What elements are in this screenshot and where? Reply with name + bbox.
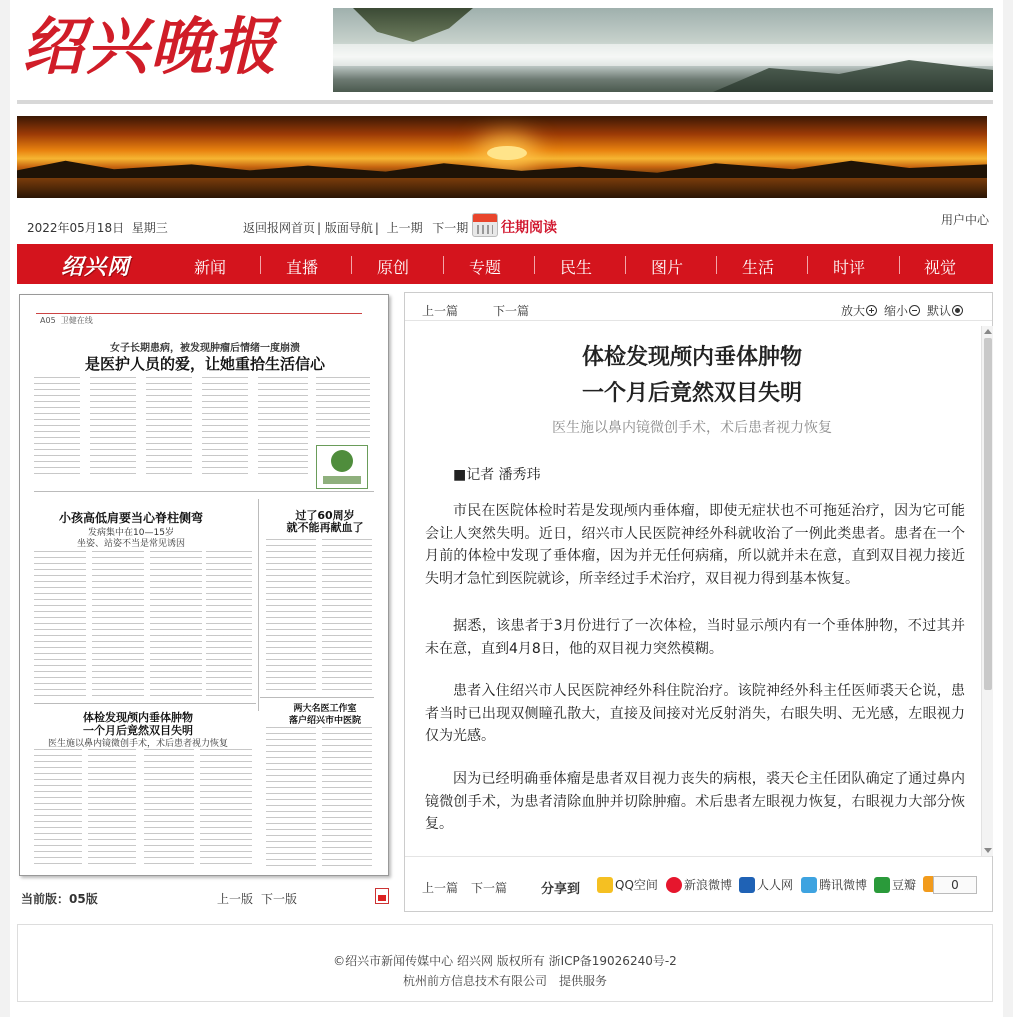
douban-icon [874, 877, 890, 893]
issue-date: 2022年05月18日 [27, 221, 125, 235]
story4-title-line2[interactable]: 落户绍兴市中医院 [288, 716, 361, 726]
page [10, 0, 1003, 1017]
article-author: ■记者 潘秀玮 [453, 467, 541, 483]
story2-sub2: 坐姿、站姿不当是常见诱因 [76, 539, 185, 549]
nav-item-livelihood[interactable]: 民生 [560, 258, 593, 277]
issue-weekday: 星期三 [131, 221, 168, 235]
article-title-line1: 体检发现颅内垂体肿物 [581, 345, 802, 370]
page-pager [21, 890, 391, 907]
home-link[interactable]: 返回报网首页 [243, 221, 316, 235]
hospital-emblem-image [316, 445, 368, 489]
zoom-out-button[interactable]: 缩小 [884, 302, 920, 319]
weibo-icon [666, 877, 682, 893]
next-page-link[interactable]: 下一版 [261, 892, 298, 906]
nav-item-life[interactable]: 生活 [742, 258, 775, 277]
zoom-in-button[interactable]: 放大 [841, 302, 877, 319]
article-toolbar [405, 293, 992, 321]
share-weibo[interactable]: 新浪微博 [666, 876, 732, 893]
calendar-icon[interactable] [472, 213, 498, 237]
scroll-down-icon[interactable] [984, 848, 992, 853]
article-subtitle: 医生施以鼻内镜微创手术，术后患者视力恢复 [552, 420, 832, 436]
nav-brand-logo[interactable]: 绍兴网 [61, 255, 131, 280]
next-article-link-bottom[interactable]: 下一篇 [471, 881, 508, 895]
tencent-weibo-icon [801, 877, 817, 893]
next-issue-link[interactable]: 下一期 [432, 221, 469, 235]
page-tag: A05 [40, 316, 56, 325]
header-divider [17, 100, 993, 104]
story1-title[interactable]: 是医护人员的爱，让她重拾生活信心 [84, 355, 325, 373]
share-bar [405, 856, 992, 911]
article-body [405, 323, 979, 855]
story3-title-line2[interactable]: 就不能再献血了 [286, 521, 364, 534]
prev-article-link[interactable]: 上一篇 [422, 304, 459, 318]
prev-article-link-bottom[interactable]: 上一篇 [422, 881, 459, 895]
sunset-banner-image [17, 116, 987, 198]
renren-icon [739, 877, 755, 893]
story2-title[interactable]: 小孩高低肩要当心脊柱侧弯 [58, 511, 203, 525]
story5-subtitle: 医生施以鼻内镜微创手术，术后患者视力恢复 [47, 739, 228, 749]
scroll-up-icon[interactable] [984, 329, 992, 334]
story5-title-line1[interactable]: 体检发现颅内垂体肿物 [83, 711, 193, 724]
nav-item-original[interactable]: 原创 [377, 258, 410, 277]
article-panel [404, 292, 993, 912]
nav-item-topics[interactable]: 专题 [469, 258, 502, 277]
date-bar: 2022年05月18日 星期三 返回报网首页 | 版面导航 | 上一期 下一期 往期阅读 用户中心 [27, 213, 989, 236]
share-count: 0 [933, 876, 977, 894]
nav-item-live[interactable]: 直播 [286, 258, 319, 277]
share-tencent-weibo[interactable]: 腾讯微博 [801, 876, 867, 893]
article-paragraph: 市民在医院体检时若是发现颅内垂体瘤，即使无症状也不可拖延治疗，因为它可能会让人突然失明。近日，绍兴市人民医院神经外科就收治了一例此类患者。患者在一个月前的体检中发现了垂体瘤，因为并无任何病痛，所以就并未在意，直到双目视力接近失明才急忙到医院就诊，所幸经过手术治疗，双目视力得到基本恢复。 [425, 503, 965, 587]
user-center-link[interactable]: 用户中心 [940, 213, 989, 227]
header-banner-image [333, 8, 993, 92]
pdf-download-icon[interactable] [375, 888, 389, 904]
copyright-text: ©绍兴市新闻传媒中心 绍兴网 版权所有 浙ICP备19026240号-2 [333, 954, 677, 968]
story4-title-line1[interactable]: 两大名医工作室 [293, 704, 357, 714]
newspaper-page-image[interactable] [19, 294, 389, 876]
prev-page-link[interactable]: 上一版 [217, 892, 254, 906]
article-paragraph: 据悉，该患者于3月份进行了一次体检，当时显示颅内有一个垂体肿物，不过其并未在意，直到4月8日，他的双目视力突然模糊。 [425, 618, 965, 657]
story1-kicker[interactable]: 女子长期患病，被发现肿瘤后情绪一度崩溃 [110, 343, 300, 354]
prev-issue-link[interactable]: 上一期 [386, 221, 423, 235]
default-size-button[interactable]: 默认 [927, 302, 963, 319]
nav-item-visual[interactable]: 视觉 [924, 258, 957, 277]
current-page-label: 当前版： [21, 892, 70, 906]
current-page-value: 05版 [69, 892, 98, 906]
share-qzone[interactable]: QQ空间 [597, 876, 658, 893]
article-paragraph: 因为已经明确垂体瘤是患者双目视力丧失的病根，裘天仑主任团队确定了通过鼻内镜微创手术，为患者清除血肿并切除肿瘤。术后患者左眼视力恢复，右眼视力大部分恢复。 [425, 771, 965, 832]
qzone-icon [597, 877, 613, 893]
layout-nav-link[interactable]: 版面导航 [324, 221, 373, 235]
default-size-icon [952, 305, 963, 316]
nav-item-news[interactable]: 新闻 [194, 258, 227, 277]
scrollbar-thumb[interactable] [984, 338, 992, 690]
article-scrollbar[interactable] [981, 326, 993, 856]
main-nav [17, 244, 993, 284]
story2-sub1: 发病集中在10—15岁 [88, 528, 174, 538]
past-reading-link[interactable]: 往期阅读 [501, 220, 557, 236]
article-paragraph: 患者入住绍兴市人民医院神经外科住院治疗。该院神经外科主任医师裘天仑说，患者当时已出现双侧瞳孔散大，直接及间接对光反射消失，右眼失明、无光感，左眼视力仅为光感。 [425, 683, 965, 744]
page-footer [17, 924, 993, 1002]
newspaper-panel [17, 292, 391, 910]
nav-item-commentary[interactable]: 时评 [833, 258, 866, 277]
share-renren[interactable]: 人人网 [739, 876, 793, 893]
nav-item-photos[interactable]: 图片 [651, 258, 684, 277]
service-provider-text: 杭州前方信息技术有限公司 提供服务 [402, 974, 607, 988]
story5-title-line2[interactable]: 一个月后竟然双目失明 [83, 724, 193, 737]
site-logo[interactable]: 绍兴晚报 [22, 10, 279, 83]
share-label: 分享到 [541, 882, 581, 897]
zoom-out-icon [909, 305, 920, 316]
zoom-in-icon [866, 305, 877, 316]
next-article-link[interactable]: 下一篇 [493, 304, 530, 318]
share-douban[interactable]: 豆瓣 [874, 876, 916, 893]
article-title-line2: 一个月后竟然双目失明 [581, 381, 802, 406]
section-tag: 卫健在线 [60, 316, 93, 325]
story3-title-line1[interactable]: 过了60周岁 [295, 509, 355, 522]
